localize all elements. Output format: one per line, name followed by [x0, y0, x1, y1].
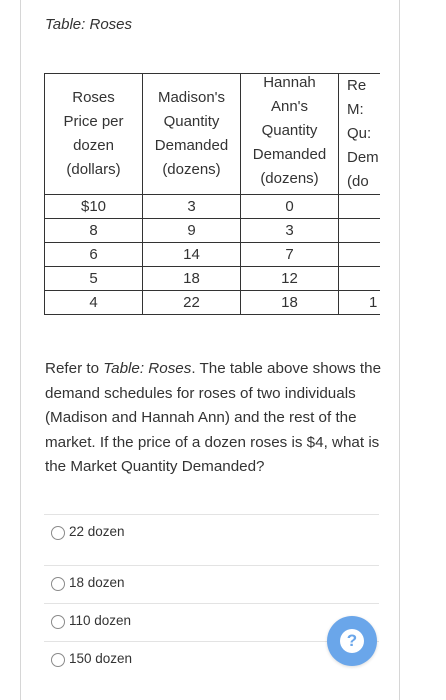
table-cell: 22	[143, 291, 241, 315]
table-cell: 7	[241, 243, 339, 267]
content-left-border	[20, 0, 21, 700]
table-cell	[339, 243, 381, 267]
table-row	[45, 267, 381, 291]
table-cell: 0	[241, 195, 339, 219]
header-madison: Madison's Quantity Demanded (dozens)	[143, 74, 241, 195]
answer-option-1[interactable]	[44, 514, 379, 552]
table-cell: 5	[45, 267, 143, 291]
header-price: Roses Price per dozen (dollars)	[45, 74, 143, 195]
table-cell: 18	[143, 267, 241, 291]
table-cell: 8	[45, 219, 143, 243]
radio-button[interactable]	[51, 526, 65, 540]
table-cell: 14	[143, 243, 241, 267]
table-cell: 18	[241, 291, 339, 315]
answer-option-2[interactable]	[44, 565, 379, 603]
answer-label[interactable]: 110 dozen	[69, 613, 132, 628]
table-row	[45, 219, 381, 243]
table-cell: 9	[143, 219, 241, 243]
table-cell: 4	[45, 291, 143, 315]
table-cell: 3	[143, 195, 241, 219]
radio-button[interactable]	[51, 577, 65, 591]
answer-label[interactable]: 150 dozen	[69, 651, 133, 666]
table-row	[45, 195, 381, 219]
question-body: . The table above shows the demand schedules for roses of two individuals (Madison and Hannah Ann) and the rest of the market. If the price of a dozen roses is $4, what is the Market Quantity Demanded?	[45, 360, 382, 475]
question-prefix: Refer to	[45, 360, 104, 377]
question-icon: ?	[340, 629, 364, 653]
help-button[interactable]	[327, 616, 377, 666]
table-header-row	[45, 74, 381, 195]
question-table-reference: Table: Roses	[103, 360, 192, 377]
radio-button[interactable]	[51, 615, 65, 629]
table-cell: $10	[45, 195, 143, 219]
roses-table-container	[44, 73, 380, 321]
table-cell: 1	[339, 291, 381, 315]
radio-button[interactable]	[51, 653, 65, 667]
table-cell	[339, 219, 381, 243]
question-text	[45, 357, 385, 480]
answer-label[interactable]: 18 dozen	[69, 575, 125, 590]
table-title: Table: Roses	[45, 16, 132, 33]
content-right-border	[399, 0, 400, 700]
table-cell	[339, 195, 381, 219]
header-rest-of-market: Re M: Qu: Dem (do	[339, 74, 381, 195]
header-hannah-ann: Hannah Ann's Quantity Demanded (dozens)	[241, 74, 339, 195]
table-cell: 12	[241, 267, 339, 291]
table-cell	[339, 267, 381, 291]
table-row	[45, 243, 381, 267]
table-cell: 6	[45, 243, 143, 267]
roses-table	[44, 73, 380, 315]
answer-label[interactable]: 22 dozen	[69, 524, 125, 539]
table-cell: 3	[241, 219, 339, 243]
table-row	[45, 291, 381, 315]
